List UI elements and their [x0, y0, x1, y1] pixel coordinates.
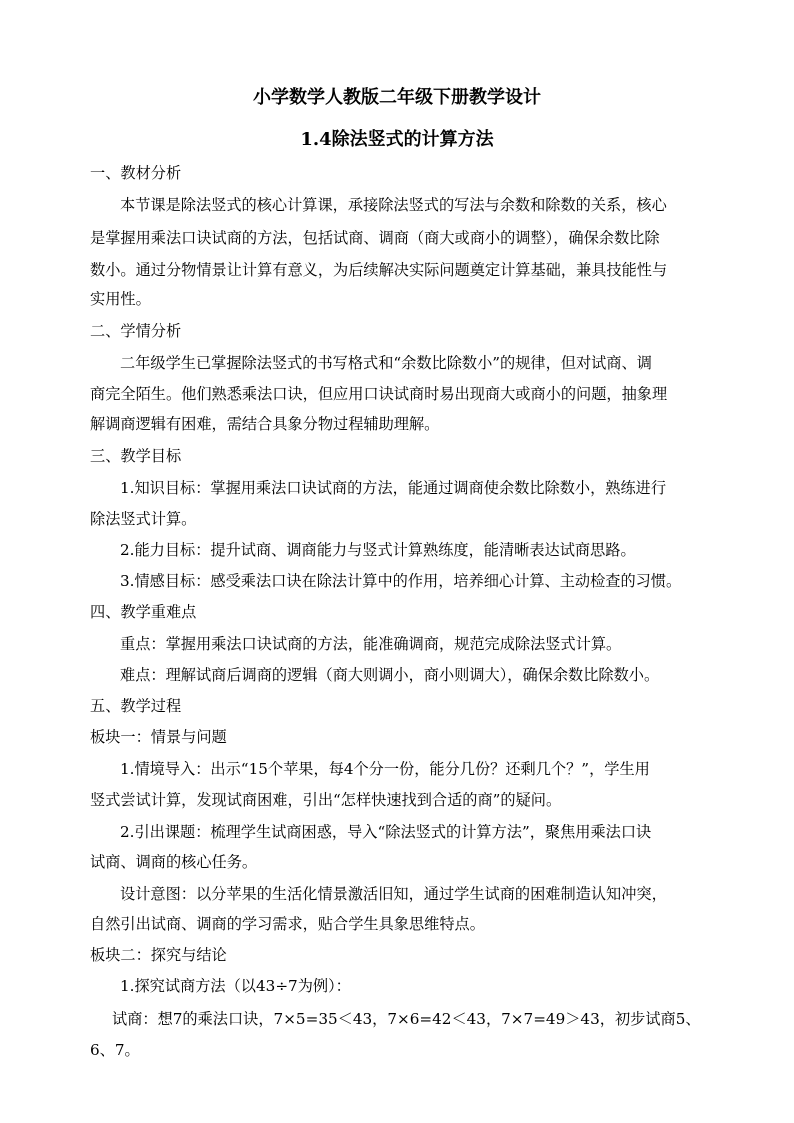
paragraph-line: 试商、调商的核心任务。 [90, 853, 258, 871]
document-subtitle: 1.4除法竖式的计算方法 [300, 129, 494, 150]
paragraph-line: 解调商逻辑有困难，需结合具象分物过程辅助理解。 [90, 415, 440, 433]
section-heading-textbook-analysis: 一、教材分析 [90, 164, 182, 182]
document-title: 小学数学人教版二年级下册教学设计 [253, 87, 541, 108]
paragraph-line: 1.探究试商方法（以43÷7为例）： [120, 977, 351, 995]
paragraph-line: 2.能力目标：提升试商、调商能力与竖式计算熟练度，能清晰表达试商思路。 [120, 541, 636, 559]
paragraph-line: 除法竖式计算。 [90, 510, 197, 528]
paragraph-line: 试商：想7的乘法口诀，7×5=35＜43，7×6=42＜43，7×7=49＞43，初步试商5、 [112, 1010, 701, 1028]
paragraph-line: 商完全陌生。他们熟悉乘法口诀，但应用口诀试商时易出现商大或商小的问题，抽象理 [90, 385, 668, 403]
paragraph-line: 本节课是除法竖式的核心计算课，承接除法竖式的写法与余数和除数的关系，核心 [120, 196, 667, 214]
paragraph-line: 3.情感目标：感受乘法口诀在除法计算中的作用，培养细心计算、主动检查的习惯。 [120, 572, 682, 590]
paragraph-line: 实用性。 [90, 290, 151, 308]
paragraph-line: 二年级学生已掌握除法竖式的书写格式和“余数比除数小”的规律，但对试商、调 [120, 354, 652, 372]
paragraph-line: 设计意图：以分苹果的生活化情景激活旧知，通过学生试商的困难制造认知冲突， [120, 885, 667, 903]
paragraph-line: 6、7。 [90, 1041, 140, 1059]
section-heading-key-points: 四、教学重难点 [90, 603, 197, 621]
paragraph-line: 2.引出课题：梳理学生试商困惑，导入“除法竖式的计算方法”，聚焦用乘法口诀 [120, 823, 652, 841]
section-heading-teaching-process: 五、教学过程 [90, 697, 182, 715]
paragraph-line: 1.情境导入：出示“15个苹果，每4个分一份，能分几份？还剩几个？”，学生用 [120, 760, 650, 778]
block-heading: 板块二：探究与结论 [90, 946, 227, 964]
section-heading-student-analysis: 二、学情分析 [90, 322, 182, 340]
paragraph-line: 难点：理解试商后调商的逻辑（商大则调小，商小则调大），确保余数比除数小。 [120, 666, 660, 684]
paragraph-line: 自然引出试商、调商的学习需求，贴合学生具象思维特点。 [90, 915, 485, 933]
paragraph-line: 数小。通过分物情景让计算有意义，为后续解决实际问题奠定计算基础，兼具技能性与 [90, 261, 668, 279]
paragraph-line: 重点：掌握用乘法口诀试商的方法，能准确调商，规范完成除法竖式计算。 [120, 635, 622, 653]
paragraph-line: 是掌握用乘法口诀试商的方法，包括试商、调商（商大或商小的调整），确保余数比除 [90, 229, 660, 247]
section-heading-teaching-goals: 三、教学目标 [90, 447, 182, 465]
paragraph-line: 竖式尝试计算，发现试商困难，引出“怎样快速找到合适的商”的疑问。 [90, 791, 562, 809]
paragraph-line: 1.知识目标：掌握用乘法口诀试商的方法，能通过调商使余数比除数小，熟练进行 [120, 479, 667, 497]
block-heading: 板块一：情景与问题 [90, 728, 227, 746]
